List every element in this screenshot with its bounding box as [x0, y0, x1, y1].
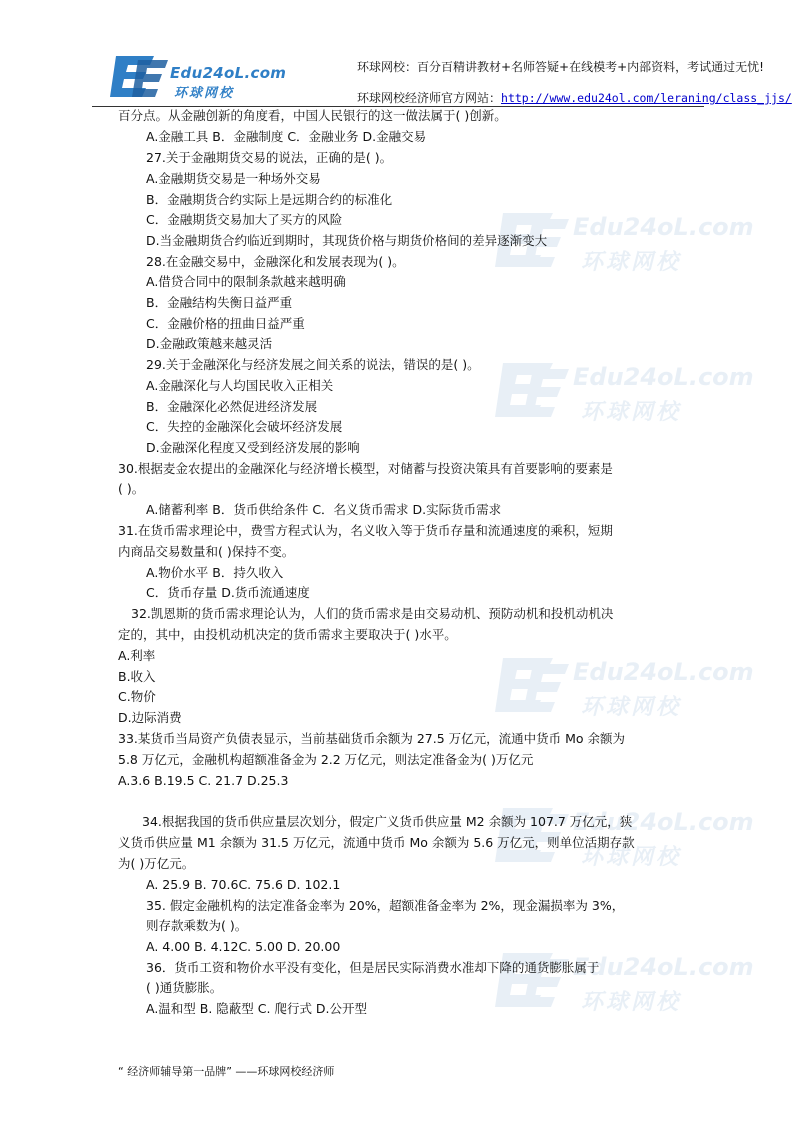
- option-line: A. 4.00 B. 4.12C. 5.00 D. 20.00: [146, 939, 341, 954]
- option-line: A.利率: [118, 648, 156, 663]
- question-32: 32.凯恩斯的货币需求理论认为，人们的货币需求是由交易动机、预防动机和投机动机决: [131, 606, 614, 621]
- text-line: 义货币供应量 M1 余额为 31.5 万亿元，流通中货币 Mo 余额为 5.6 万亿元，则单位活期存款: [118, 835, 635, 850]
- option-line: D.金融深化程度又受到经济发展的影响: [146, 440, 360, 455]
- option-line: B．金融深化必然促进经济发展: [146, 399, 318, 414]
- option-line: A.金融期货交易是一种场外交易: [146, 171, 321, 186]
- watermark-cn: 环球网校: [581, 695, 682, 720]
- option-line: B．金融期货合约实际上是远期合约的标准化: [146, 192, 393, 207]
- watermark-cn: 环球网校: [581, 250, 682, 275]
- watermark-en: Edu24oL.com: [573, 363, 754, 391]
- option-line: C．金融价格的扭曲日益严重: [146, 316, 305, 331]
- option-line: B．金融结构失衡日益严重: [146, 295, 293, 310]
- option-line: D.边际消费: [118, 710, 182, 725]
- option-line: D.当金融期货合约临近到期时，其现货价格与期货价格间的差异逐渐变大: [146, 233, 548, 248]
- watermark-cn: 环球网校: [581, 990, 682, 1015]
- watermark-en: Edu24oL.com: [573, 808, 754, 836]
- option-line: A.3.6 B.19.5 C. 21.7 D.25.3: [118, 773, 289, 788]
- option-line: C.物价: [118, 689, 156, 704]
- text-line: A.金融工具 B．金融制度 C．金融业务 D.金融交易: [146, 129, 427, 144]
- option-line: A. 25.9 B. 70.6C. 75.6 D. 102.1: [146, 877, 341, 892]
- question-28: 28.在金融交易中，金融深化和发展表现为( )。: [146, 254, 405, 269]
- question-27: 27.关于金融期货交易的说法，正确的是( )。: [146, 150, 393, 165]
- watermark-en: Edu24oL.com: [573, 953, 754, 981]
- option-line: A.温和型 B. 隐蔽型 C. 爬行式 D.公开型: [146, 1001, 368, 1016]
- site-label: 环球网校经济师官方网站：: [357, 91, 502, 105]
- question-29: 29.关于金融深化与经济发展之间关系的说法，错误的是( )。: [146, 357, 480, 372]
- text-line: ( )通货膨胀。: [146, 980, 223, 995]
- brand-logo: [108, 52, 288, 104]
- logo-text-en: Edu24oL.com: [170, 64, 287, 82]
- question-33: 33.某货币当局资产负债表显示，当前基础货币余额为 27.5 万亿元，流通中货币 Mo 余额为: [118, 731, 626, 746]
- header-slogan: 环球网校：百分百精讲教材+名师答疑+在线模考+内部资料，考试通过无忧!: [357, 60, 764, 74]
- watermark: [493, 355, 754, 435]
- option-line: D.金融政策越来越灵活: [146, 336, 273, 351]
- watermark-en: Edu24oL.com: [573, 213, 754, 241]
- header-divider: [92, 106, 704, 107]
- header-site-line: [357, 89, 792, 106]
- watermark-cn: 环球网校: [581, 400, 682, 425]
- text-line: 定的，其中，由投机动机决定的货币需求主要取决于( )水平。: [118, 627, 457, 642]
- option-line: A.金融深化与人均国民收入正相关: [146, 378, 334, 393]
- option-line: B.收入: [118, 669, 156, 684]
- site-url-link[interactable]: http://www.edu24ol.com/leraning/class_jjs/: [501, 91, 792, 105]
- text-line: 为( )万亿元。: [118, 856, 195, 871]
- question-31: 31.在货币需求理论中，费雪方程式认为，名义收入等于货币存量和流通速度的乘积，短期: [118, 523, 613, 538]
- logo-text-cn: 环球网校: [174, 86, 235, 101]
- logo-mark-icon: [108, 52, 170, 102]
- option-line: C．失控的金融深化会破坏经济发展: [146, 419, 343, 434]
- watermark-cn: 环球网校: [581, 845, 682, 870]
- question-35: 35. 假定金融机构的法定准备金率为 20%，超额准备金率为 2%，现金漏损率为 3%，: [146, 898, 625, 913]
- text-line: 百分点。从金融创新的角度看，中国人民银行的这一做法属于( )创新。: [118, 108, 507, 123]
- option-line: A.借贷合同中的限制条款越来越明确: [146, 274, 346, 289]
- logo-watermark-icon: [493, 355, 573, 425]
- text-line: 内商品交易数量和( )保持不变。: [118, 544, 295, 559]
- question-30: 30.根据麦金农提出的金融深化与经济增长模型，对储蓄与投资决策具有首要影响的要素是: [118, 461, 613, 476]
- page-footer: “ 经济师辅导第一品牌” ——环球网校经济师: [118, 1065, 335, 1078]
- text-line: ( )。: [118, 481, 145, 496]
- option-line: C．货币存量 D.货币流通速度: [146, 585, 310, 600]
- text-line: 则存款乘数为( )。: [146, 918, 248, 933]
- watermark-en: Edu24oL.com: [573, 658, 754, 686]
- logo-watermark-icon: [493, 650, 573, 720]
- text-line: 5.8 万亿元，金融机构超额准备金为 2.2 万亿元，则法定准备金为( )万亿元: [118, 752, 534, 767]
- option-line: A.物价水平 B．持久收入: [146, 565, 284, 580]
- watermark: [493, 650, 754, 730]
- question-36: 36．货币工资和物价水平没有变化，但是居民实际消费水准却下降的通货膨胀属于: [146, 960, 600, 975]
- logo-watermark-icon: [493, 945, 573, 1015]
- option-line: C．金融期货交易加大了买方的风险: [146, 212, 343, 227]
- watermark: [493, 945, 754, 1025]
- question-34: 34.根据我国的货币供应量层次划分，假定广义货币供应量 M2 余额为 107.7 万亿元，狭: [142, 814, 633, 829]
- option-line: A.储蓄利率 B．货币供给条件 C．名义货币需求 D.实际货币需求: [146, 502, 502, 517]
